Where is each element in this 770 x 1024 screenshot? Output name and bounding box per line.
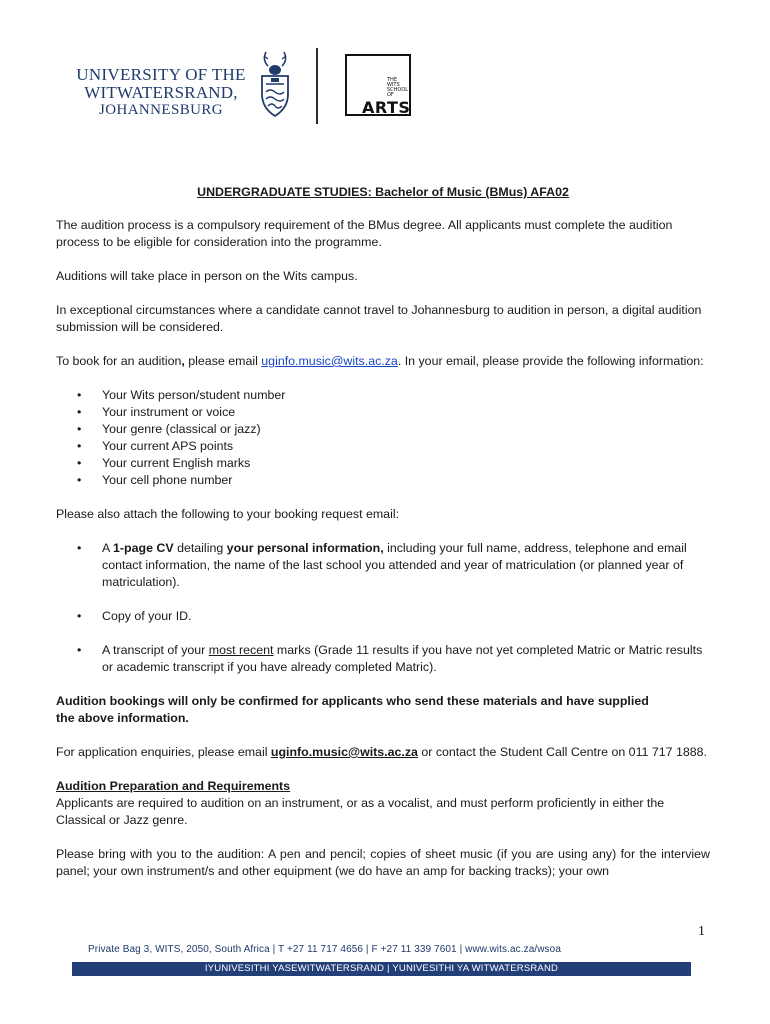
page-number: 1 — [698, 924, 705, 939]
university-crest-icon — [256, 50, 294, 120]
footer-address: Private Bag 3, WITS, 2050, South Africa | T +27 11 717 4656 | F +27 11 339 7601 | www.wits.ac.za/wsoa — [88, 944, 561, 955]
attachments-list — [56, 540, 710, 676]
list-item: • Your instrument or voice — [56, 404, 710, 421]
paragraph-in-person: Auditions will take place in person on the Wits campus. — [56, 269, 358, 283]
list-item: • Your genre (classical or jazz) — [56, 421, 710, 438]
paragraph-enquiries: For application enquiries, please email uginfo.music@wits.ac.za or contact the Student Call Centre on 011 717 1888. — [56, 745, 708, 759]
paragraph-bring: Please bring with you to the audition: A pen and pencil; copies of sheet music (if you are using any) for the interview panel; your own instrument/s and other equipment (we do have an amp for backing tracks); your own — [56, 847, 710, 878]
booking-email-link[interactable]: uginfo.music@wits.ac.za — [261, 354, 398, 368]
list-item-id: • Copy of your ID. — [56, 608, 710, 625]
section-heading: Audition Preparation and Requirements — [56, 779, 291, 793]
university-wordmark: UNIVERSITY OF THE WITWATERSRAND, JOHANNESBURG — [76, 65, 246, 118]
paragraph-attach-intro: Please also attach the following to your booking request email: — [56, 507, 400, 521]
list-item-cv: • A 1-page CV detailing your personal information, including your full name, address, telephone and email contact information, the name of the last school you attended and year of matriculation (or planned year of matriculation). — [56, 540, 710, 591]
paragraph-booking: To book for an audition, please email uginfo.music@wits.ac.za. In your email, please provide the following information: — [56, 354, 704, 368]
paragraph-audition-process: The audition process is a compulsory requirement of the BMus degree. All applicants must complete the audition process to be eligible for consideration into the programme. — [56, 218, 673, 249]
required-info-list — [56, 387, 710, 489]
list-item: • Your current APS points — [56, 438, 710, 455]
footer-band: IYUNIVESITHI YASEWITWATERSRAND | YUNIVESITHI YA WITWATERSRAND — [72, 962, 691, 976]
enquiries-email-link[interactable]: uginfo.music@wits.ac.za — [270, 745, 418, 759]
list-item: • Your current English marks — [56, 455, 710, 472]
list-item: • Your cell phone number — [56, 472, 710, 489]
header-divider — [316, 48, 318, 124]
page-title: UNDERGRADUATE STUDIES: Bachelor of Music (BMus) AFA02 — [197, 185, 569, 199]
list-item: • Your Wits person/student number — [56, 387, 710, 404]
paragraph-requirements: Applicants are required to audition on an instrument, or as a vocalist, and must perform proficiently in either the Classical or Jazz genre. — [56, 796, 665, 827]
letterhead — [70, 46, 450, 126]
paragraph-exceptional: In exceptional circumstances where a candidate cannot travel to Johannesburg to audition in person, a digital audition submission will be considered. — [56, 303, 702, 334]
paragraph-confirmation: Audition bookings will only be confirmed for applicants who send these materials and have supplied the above information. — [56, 694, 649, 725]
document-body — [56, 184, 710, 897]
school-of-arts-logo: THE WITS SCHOOL OF ARTS — [345, 54, 411, 116]
list-item-transcript: • A transcript of your most recent marks (Grade 11 results if you have not yet completed Matric or Matric results or academic transcript if you have already completed Matric). — [56, 642, 710, 676]
